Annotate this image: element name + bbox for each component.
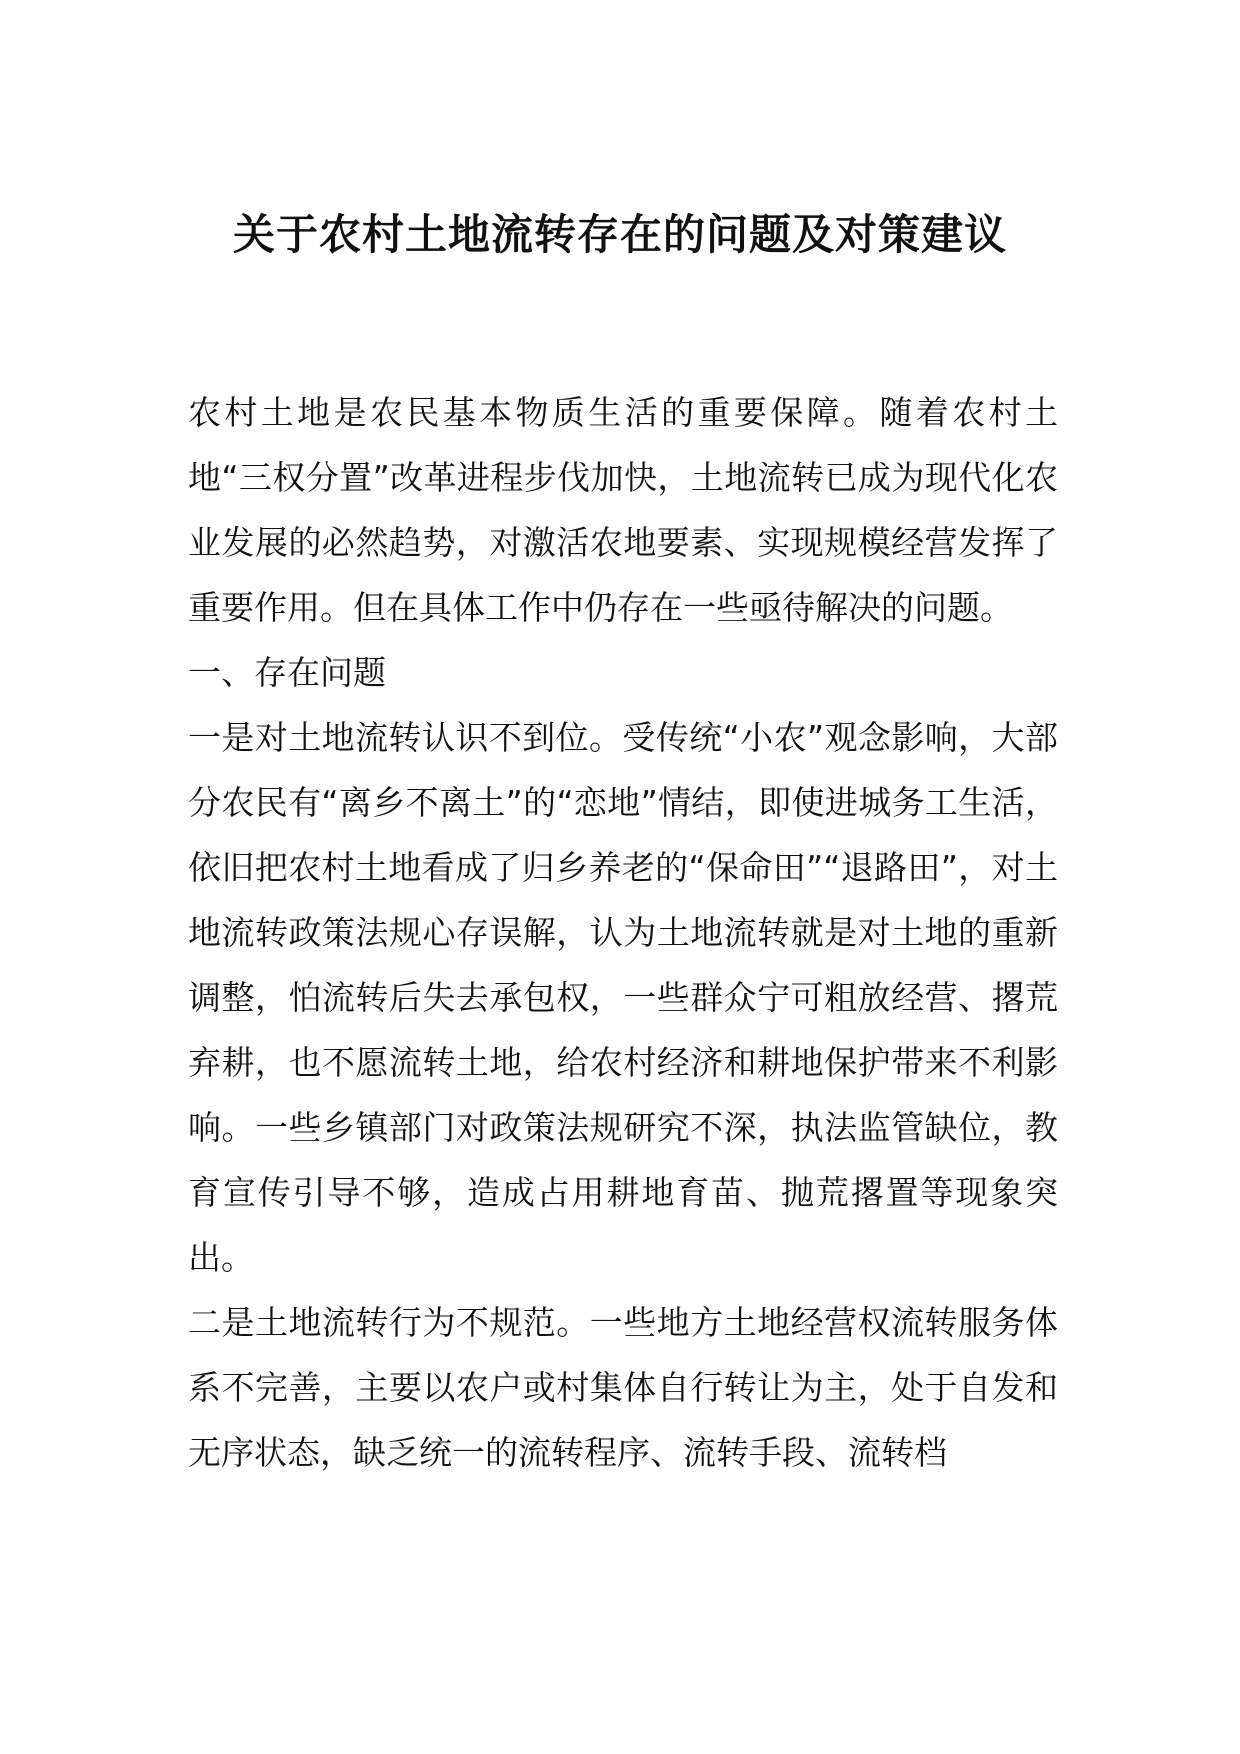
section-heading: 一、存在问题 [188, 653, 386, 692]
body-paragraph: 二是土地流转行为不规范。一些地方土地经营权流转服务体系不完善，主要以农户或村集体自行转让为主，处于自发和无序状态，缺乏统一的流转程序、流转手段、流转档 [188, 1303, 1058, 1472]
body-paragraph: 一是对土地流转认识不到位。受传统“小农”观念影响，大部分农民有“离乡不离土”的“恋地”情结，即使进城务工生活，依旧把农村土地看成了归乡养老的“保命田”“退路田”，对土地流转政策法规心存误解，认为土地流转就是对土地的重新调整，怕流转后失去承包权，一些群众宁可粗放经营、撂荒弃耕，也不愿流转土地，给农村经济和耕地保护带来不利影响。一些乡镇部门对政策法规研究不深，执法监管缺位，教育宣传引导不够，造成占用耕地育苗、抛荒撂置等现象突出。 [188, 718, 1058, 1277]
document-title: 关于农村土地流转存在的问题及对策建议 [232, 210, 1007, 259]
document-body [188, 380, 1058, 1485]
intro-paragraph: 农村土地是农民基本物质生活的重要保障。随着农村土地“三权分置”改革进程步伐加快，土地流转已成为现代化农业发展的必然趋势，对激活农地要素、实现规模经营发挥了重要作用。但在具体工作中仍存在一些亟待解决的问题。 [188, 393, 1058, 627]
